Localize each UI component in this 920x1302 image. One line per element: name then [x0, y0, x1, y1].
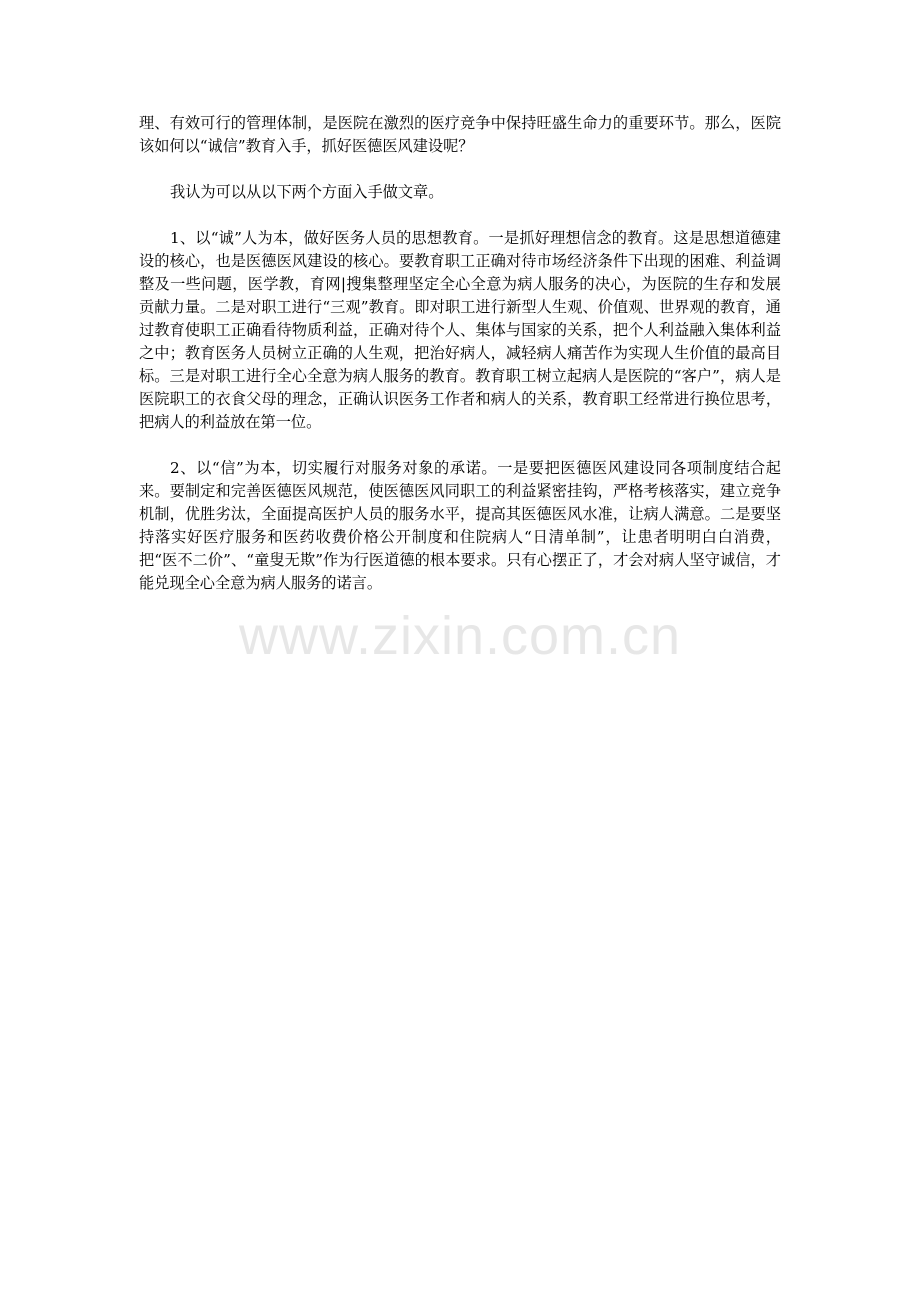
document-body — [139, 112, 781, 595]
paragraph-spacer — [139, 434, 781, 457]
paragraph-point-2: 2、以“信”为本，切实履行对服务对象的承诺。一是要把医德医风建设同各项制度结合起来。要制定和完善医德医风规范，使医德医风同职工的利益紧密挂钩，严格考核落实，建立竞争机制，优胜劣汰，全面提高医护人员的服务水平，提高其医德医风水准，让病人满意。二是要坚持落实好医疗服务和医药收费价格公开制度和住院病人“日清单制”，让患者明明白白消费，把“医不二价”、“童叟无欺”作为行医道德的根本要求。只有心摆正了，才会对病人坚守诚信，才能兑现全心全意为病人服务的诺言。 — [139, 459, 781, 592]
paragraph-point-1: 1、以“诚”人为本，做好医务人员的思想教育。一是抓好理想信念的教育。这是思想道德建设的核心，也是医德医风建设的核心。要教育职工正确对待市场经济条件下出现的困难、利益调整及一些问题，医学教，育网|搜集整理坚定全心全意为病人服务的决心，为医院的生存和发展贡献力量。二是对职工进行“三观”教育。即对职工进行新型人生观、价值观、世界观的教育，通过教育使职工正确看待物质利益，正确对待个人、集体与国家的关系，把个人利益融入集体利益之中；教育医务人员树立正确的人生观，把治好病人，减轻病人痛苦作为实现人生价值的最高目标。三是对职工进行全心全意为病人服务的教育。教育职工树立起病人是医院的“客户”，病人是医院职工的衣食父母的理念，正确认识医务工作者和病人的关系，教育职工经常进行换位思考，把病人的利益放在第一位。 — [139, 229, 781, 431]
paragraph-continuation: 理、有效可行的管理体制，是医院在激烈的医疗竞争中保持旺盛生命力的重要环节。那么，医院该如何以“诚信”教育入手，抓好医德医风建设呢？ — [139, 114, 781, 155]
paragraph-spacer — [139, 204, 781, 227]
watermark-text: www.zixin.com.cn — [238, 606, 682, 666]
paragraph-intro: 我认为可以从以下两个方面入手做文章。 — [170, 183, 444, 201]
paragraph-spacer — [139, 158, 781, 181]
